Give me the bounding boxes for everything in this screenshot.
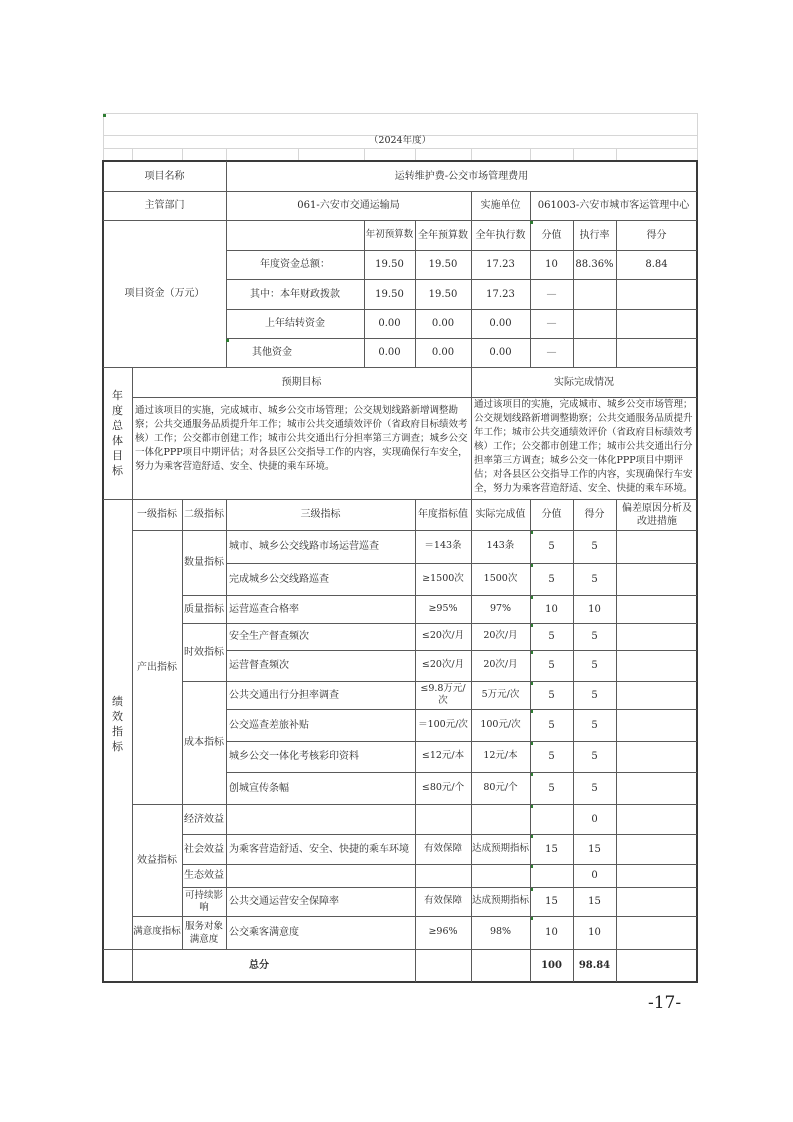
indicator-level3: 运营巡查合格率 <box>229 603 299 615</box>
goals-label-char: 目 <box>112 449 123 462</box>
goals-section-label <box>103 367 132 499</box>
indicator-actual: 100元/次 <box>480 718 521 730</box>
goals-label-char: 度 <box>112 404 123 417</box>
indicators-label-char: 指 <box>112 725 123 738</box>
indicator-level3: 安全生产督查频次 <box>229 631 309 642</box>
dept-label: 主管部门 <box>144 200 185 211</box>
indicator-actual: 143条 <box>486 540 515 552</box>
level2-ecological: 生态效益 <box>184 870 224 881</box>
indicator-target <box>415 804 471 834</box>
divider <box>530 220 531 367</box>
table-border-right <box>696 160 698 983</box>
divider <box>415 220 416 367</box>
indicator-score-value: 15 <box>545 896 558 907</box>
indicator-actual: 97% <box>489 602 512 614</box>
divider <box>471 220 472 367</box>
level2-quantity: 数量指标 <box>184 557 224 568</box>
expected-goal-header: 预期目标 <box>281 376 322 388</box>
divider <box>364 220 365 367</box>
divider <box>132 804 697 805</box>
impl-unit-value: 061003-六安市城市客运管理中心 <box>537 200 690 211</box>
indicator-target: ≤20次/月 <box>421 659 465 671</box>
page-number: -17- <box>648 993 682 1013</box>
indicator-score-value: 5 <box>548 782 555 794</box>
divider <box>226 709 697 710</box>
total-label: 总分 <box>249 960 269 971</box>
indicator-actual: 20次/月 <box>483 659 518 671</box>
indicator-actual: 5万元/次 <box>481 688 520 700</box>
header-target: 年度指标值 <box>418 509 468 520</box>
indicator-level3: 为乘客营造舒适、安全、快捷的乘车环境 <box>229 843 409 855</box>
indicator-target: ≤12元/本 <box>421 750 465 762</box>
divider <box>182 864 697 865</box>
indicator-target: 有效保障 <box>423 842 462 854</box>
indicator-target: ＝143条 <box>424 540 462 552</box>
indicator-actual: 1500次 <box>483 572 518 584</box>
total-score: 98.84 <box>578 960 611 971</box>
level2-sustainable: 可持续影响 <box>184 889 223 913</box>
funds-row-label: 其中：本年财政拨款 <box>250 288 340 300</box>
expected-goal-text: 通过该项目的实施，完成城市、城乡公交市场管理；公交规划线路新增调整勘察；公共交通服务品质提升年工作；城市公共交通绩效评价（省政府目标绩效考核）工作；公交都市创建工作；城市公共交通出行分担率第三方调查；城乡公交一体化PPP项目中期评估；对各县区公交指导工作的内容，实现确保行车安全，努力为乘客营造舒适、安全、快捷的乘车环境。 <box>135 405 468 472</box>
goals-label-char: 体 <box>112 434 123 447</box>
divider <box>226 279 697 280</box>
funds-row-score-value: — <box>546 288 557 300</box>
divider <box>530 191 531 220</box>
divider <box>182 887 697 888</box>
indicator-score-value: 5 <box>548 751 555 762</box>
actual-goal-text: 通过该项目的实施，完成城市、城乡公交市场管理；公交规划线路新增调整勘察；公共交通服务品质提升年工作；城市公共交通绩效评价（省政府目标绩效考核）工作；公交都市创建工作；城市公共交通出行分担率第三方调查；城乡公交一体化PPP项目中期评估；对各县区公交指导工作的内容，实现确保行车安全，努力为乘客营造舒适、安全、快捷的乘车环境。 <box>474 399 693 494</box>
project-name-label: 项目名称 <box>144 170 185 182</box>
indicator-score-value <box>530 864 573 887</box>
indicator-level3 <box>226 864 415 887</box>
funds-row-score-value: 10 <box>545 259 558 270</box>
indicator-actual: 20次/月 <box>483 630 518 642</box>
divider <box>182 623 697 624</box>
funds-header-annual: 全年预算数 <box>418 229 468 241</box>
funds-row-label: 上年结转资金 <box>265 318 325 329</box>
funds-row-executed: 17.23 <box>486 259 515 270</box>
funds-row-annual: 0.00 <box>431 318 455 329</box>
indicator-target: ≥96% <box>428 926 458 938</box>
header-remark: 偏差原因分析及改进措施 <box>622 502 692 527</box>
indicator-level3: 公共交通出行分担率调查 <box>229 689 339 701</box>
level1-benefit: 效益指标 <box>137 854 177 866</box>
indicator-target: ≤9.8万元/次 <box>420 682 466 706</box>
indicator-level3: 城市、城乡公交线路市场运营巡查 <box>229 541 379 552</box>
indicator-score: 0 <box>591 813 598 825</box>
indicator-score-value <box>530 804 573 834</box>
divider <box>132 530 697 531</box>
indicator-actual: 达成预期指标 <box>472 895 530 907</box>
indicator-score-value: 15 <box>545 843 558 855</box>
indicator-target: ≥1500次 <box>422 572 464 584</box>
funds-header-rate: 执行率 <box>579 229 610 241</box>
indicator-score: 5 <box>591 631 598 642</box>
header-level1: 一级指标 <box>137 509 177 520</box>
level2-service: 服务对象满意度 <box>184 920 223 945</box>
level2-timeliness: 时效指标 <box>184 646 224 658</box>
divider <box>226 250 697 251</box>
indicator-score: 10 <box>588 927 601 938</box>
indicator-score: 5 <box>591 689 598 701</box>
indicators-label-char: 标 <box>112 740 123 753</box>
funds-row-executed: 0.00 <box>489 318 512 329</box>
level2-quality: 质量指标 <box>184 603 224 615</box>
funds-row-initial: 0.00 <box>378 347 401 358</box>
cell-comment-marker <box>103 114 106 117</box>
funds-row-annual: 19.50 <box>428 288 458 300</box>
indicator-actual: 达成预期指标 <box>472 842 530 854</box>
header-score-value: 分值 <box>541 509 562 520</box>
indicator-score-value: 10 <box>545 927 558 938</box>
indicator-target: ≤80元/个 <box>421 781 465 793</box>
funds-header-executed: 全年执行数 <box>475 229 526 241</box>
grid-line <box>103 148 697 149</box>
funds-section-label: 项目资金（万元） <box>124 288 205 299</box>
divider <box>182 499 183 949</box>
indicator-score: 5 <box>591 573 598 585</box>
level1-output: 产出指标 <box>137 661 177 673</box>
funds-row-score: 8.84 <box>645 259 668 270</box>
indicator-score-value: 5 <box>548 631 555 642</box>
divider <box>132 916 697 917</box>
indicators-label-char: 效 <box>112 710 123 723</box>
year-label: （2024年度） <box>368 135 432 147</box>
funds-header-initial: 年初预算数 <box>365 228 414 240</box>
header-actual: 实际完成值 <box>475 509 526 520</box>
indicator-score: 10 <box>588 603 601 615</box>
indicators-section-label <box>103 499 132 949</box>
divider <box>573 220 574 367</box>
indicators-label-char: 绩 <box>112 695 123 708</box>
divider <box>226 338 697 339</box>
header-score: 得分 <box>584 509 605 520</box>
header-level3: 三级指标 <box>300 509 341 520</box>
funds-row-initial: 19.50 <box>375 259 404 270</box>
indicator-score-value: 5 <box>548 541 555 552</box>
indicator-score: 5 <box>591 541 598 552</box>
indicator-score-value: 5 <box>548 719 555 731</box>
level2-social: 社会效益 <box>184 843 224 855</box>
funds-row-executed: 17.23 <box>486 288 515 300</box>
indicator-target: ≥95% <box>428 602 458 614</box>
funds-row-annual: 19.50 <box>428 259 458 270</box>
divider <box>226 309 697 310</box>
indicator-score: 5 <box>591 719 598 731</box>
indicator-score: 5 <box>591 751 598 762</box>
divider <box>471 191 472 220</box>
divider <box>226 650 697 651</box>
actual-goal-header: 实际完成情况 <box>554 376 614 388</box>
divider <box>226 741 697 742</box>
indicator-level3: 公交乘客满意度 <box>229 927 299 938</box>
funds-row-rate: 88.36% <box>575 259 614 270</box>
indicator-level3: 公交巡查差旅补贴 <box>229 719 309 731</box>
indicator-score: 15 <box>588 896 601 907</box>
divider <box>226 563 697 564</box>
indicator-target: 有效保障 <box>423 895 462 907</box>
indicator-level3: 公共交通运营安全保障率 <box>229 896 339 907</box>
funds-row-executed: 0.00 <box>489 347 512 358</box>
indicator-target: ≤20次/月 <box>421 630 465 642</box>
total-score-value: 100 <box>541 960 562 971</box>
level1-satisfaction: 满意度指标 <box>133 926 181 938</box>
funds-row-score-value: — <box>546 318 557 329</box>
funds-row-label: 其他资金 <box>252 347 292 358</box>
funds-row-label: 年度资金总额： <box>260 259 330 270</box>
divider <box>182 834 697 835</box>
cell-comment-marker <box>530 221 533 224</box>
divider <box>226 772 697 773</box>
impl-unit-label: 实施单位 <box>480 200 521 211</box>
divider <box>182 681 697 682</box>
funds-header-score-value: 分值 <box>541 229 562 241</box>
dept-value: 061-六安市交通运输局 <box>297 200 400 211</box>
indicator-score-value: 5 <box>548 573 555 585</box>
goals-label-char: 标 <box>112 464 123 477</box>
indicator-score: 15 <box>588 843 601 855</box>
goals-label-char: 总 <box>112 419 123 432</box>
grid-line <box>103 113 697 114</box>
level2-economic: 经济效益 <box>184 813 224 825</box>
divider <box>226 499 227 949</box>
funds-header-score: 得分 <box>646 229 667 241</box>
indicator-score-value: 10 <box>545 603 558 615</box>
funds-row-initial: 0.00 <box>378 318 401 329</box>
divider <box>182 595 697 596</box>
funds-row-initial: 19.50 <box>375 288 404 300</box>
indicator-target: ＝100元/次 <box>418 718 468 730</box>
indicator-score-value: 5 <box>548 689 555 701</box>
project-name-value: 运转维护费-公交市场管理费用 <box>394 170 529 182</box>
indicator-score: 5 <box>591 660 598 671</box>
indicator-level3: 城乡公交一体化考核彩印资料 <box>229 751 359 762</box>
indicator-score: 0 <box>591 870 598 881</box>
divider <box>471 367 472 499</box>
header-level2: 二级指标 <box>184 509 224 520</box>
goals-label-char: 年 <box>112 389 123 402</box>
funds-row-score-value: — <box>546 347 557 358</box>
indicator-actual: 98% <box>489 926 512 938</box>
indicator-actual: 80元/个 <box>483 781 518 793</box>
indicator-level3: 完成城乡公交线路巡查 <box>229 573 329 585</box>
indicator-actual <box>471 804 530 834</box>
divider <box>616 220 617 367</box>
indicator-level3 <box>226 804 415 834</box>
funds-row-annual: 0.00 <box>431 347 455 358</box>
level2-cost: 成本指标 <box>184 737 224 748</box>
grid-line <box>697 113 698 161</box>
cell-comment-marker <box>226 339 229 342</box>
indicator-target <box>415 864 471 887</box>
indicator-level3: 创城宣传条幅 <box>229 782 289 794</box>
indicator-actual: 12元/本 <box>483 750 518 762</box>
indicator-score-value: 5 <box>548 660 555 671</box>
indicator-level3: 运营督查频次 <box>229 660 289 671</box>
indicator-actual <box>471 864 530 887</box>
indicator-score: 5 <box>591 782 598 794</box>
